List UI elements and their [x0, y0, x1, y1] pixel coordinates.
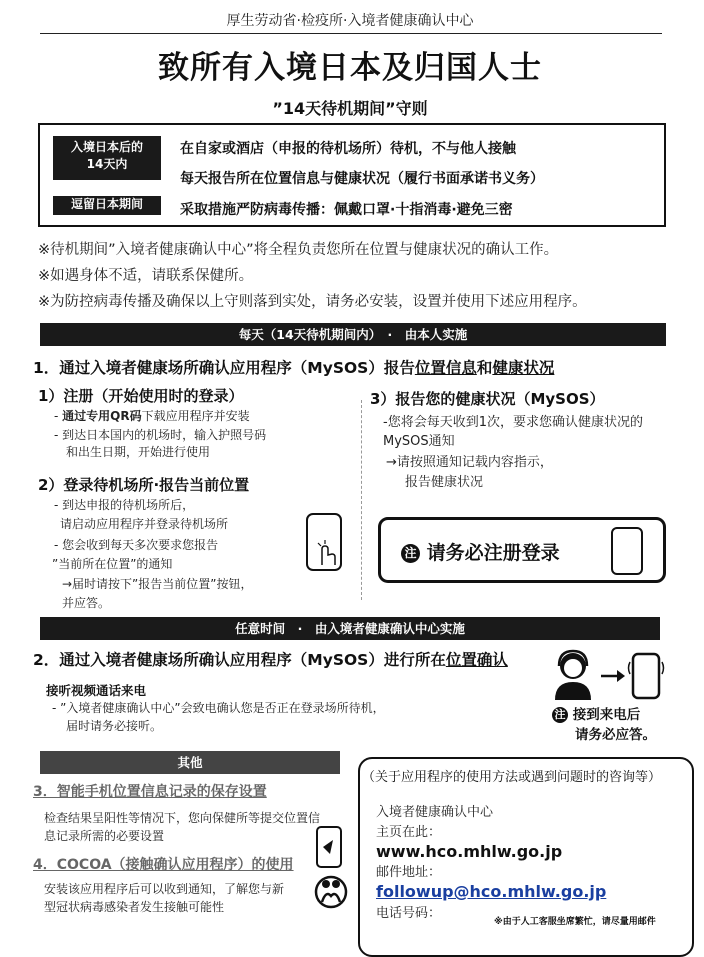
contact-footnote: ※由于人工客服坐席繁忙，请尽量用邮件 [494, 917, 656, 927]
agency-header: 厚生劳动省·检疫所·入境者健康确认中心 [226, 13, 474, 29]
note-1: ※待机期间”入境者健康确认中心”将全程负责您所在位置与健康状况的确认工作。 [38, 242, 559, 258]
step-1-line-2: - 到达日本国内的机场时，输入护照号码 [54, 428, 267, 442]
video-call-title: 接听视频通话来电 [46, 683, 147, 698]
ringing-phone-icon [629, 654, 664, 698]
rule-daily-report: 每天报告所在位置信息与健康状况（履行书面承诺书义务） [180, 171, 544, 187]
location-arrow-icon [318, 828, 339, 865]
anytime-bar: 任意时间 · 由入境者健康确认中心实施 [40, 617, 660, 640]
step-1-qr-rest: 下载应用程序并安装 [141, 409, 250, 423]
section-3-line-2: 息记录所需的必要设置 [44, 829, 165, 843]
answer-note-line-1 [552, 703, 640, 723]
section-4-title: 4．COCOA（接触确认应用程序）的使用 [33, 857, 294, 873]
rule-stay-home: 在自家或酒店（申报的待机场所）待机，不与他人接触 [180, 141, 516, 157]
step-3-line-3: →请按照通知记载内容指示， [386, 455, 553, 470]
rule-prevention: 采取措施严防病毒传播：佩戴口罩·十指消毒·避免三密 [180, 202, 513, 218]
column-divider [361, 400, 362, 600]
operator-icon [555, 651, 591, 700]
step-3-line-4: 报告健康状况 [405, 475, 484, 490]
page-title: 致所有入境日本及归国人士 [158, 50, 542, 86]
other-bar: 其他 [40, 751, 340, 774]
section-3-line-1: 检查结果呈阳性等情况下，您向保健所等提交位置信 [44, 811, 321, 825]
step-3-line-1: -您将会每天收到1次，要求您确认健康状况的 [383, 415, 643, 430]
step-2-line-4: ”当前所在位置”的通知 [52, 557, 173, 571]
section-2-title [33, 648, 508, 670]
contact-heading: （关于应用程序的使用方法或遇到问题时的咨询等） [362, 770, 662, 785]
answer-text-1: 接到来电后 [572, 707, 641, 723]
section-4-line-2: 型冠状病毒感染者发生接触可能性 [44, 900, 225, 914]
attention-mark-icon: 注 [401, 544, 420, 563]
hand-icon [308, 515, 342, 570]
section-2-location-confirm: 位置确认 [445, 651, 508, 669]
step-2-line-1: - 到达申报的待机场所后， [54, 498, 195, 512]
daily-bar: 每天（14天待机期间内） · 由本人实施 [40, 323, 666, 346]
note-2: ※如遇身体不适，请联系保健所。 [38, 268, 254, 284]
tag-line-1: 入境日本后的 [70, 140, 143, 154]
section-1-health: 健康状况 [492, 359, 555, 377]
step-1-line-1: - 通过专用QR码下载应用程序并安装 [54, 409, 250, 423]
step-1-qr-bold: 通过专用QR码 [62, 409, 142, 423]
step-2-line-5: →届时请按下”报告当前位置”按钮， [62, 577, 253, 591]
step-1-line-3: 和出生日期，开始进行使用 [66, 445, 211, 459]
section-1-location: 位置信息 [414, 359, 477, 377]
attention-mark-icon: 注 [552, 707, 568, 723]
video-call-line-2: 届时请务必接听。 [66, 719, 163, 733]
answer-note-line-2: 请务必应答。 [575, 727, 656, 743]
phone-tap-icon [306, 513, 342, 571]
contact-heading-text: 关于应用程序的使用方法或遇到问题时的咨询等 [375, 770, 649, 785]
section-4-line-1: 安装该应用程序后可以收到通知，了解您与新 [44, 882, 285, 896]
contact-home-label: 主页在此： [376, 825, 442, 840]
location-phone-icon [316, 826, 342, 868]
section-1-and: 和 [476, 359, 493, 377]
must-register-box [378, 517, 666, 583]
step-2-line-6: 并应答。 [62, 596, 111, 610]
step-2-line-2: 请启动应用程序并登录待机场所 [60, 517, 229, 531]
header-divider [40, 33, 662, 34]
contact-mail-label: 邮件地址： [376, 865, 442, 880]
page-subtitle: ”14天待机期间”守则 [272, 99, 428, 118]
contact-email[interactable]: followup@hco.mhlw.go.jp [376, 882, 607, 901]
must-register-text: 请务必注册登录 [426, 542, 560, 564]
step-2-line-3: - 您会收到每天多次要求您报告 [54, 538, 219, 552]
note-3: ※为防控病毒传播及确保以上守则落到实处，请务必安装，设置并使用下述应用程序。 [38, 294, 587, 310]
tag-line-2: 14天内 [86, 157, 128, 171]
contact-phone-label: 电话号码： [376, 906, 442, 921]
step-3-title: 3）报告您的健康状况（MySOS） [370, 390, 605, 408]
arrow-right-icon [601, 670, 625, 682]
must-register-text-row [401, 538, 560, 565]
step-2-title: 2）登录待机场所·报告当前位置 [38, 476, 250, 494]
section-2-prefix: 2．通过入境者健康场所确认应用程序（MySOS）进行所在 [33, 651, 446, 669]
section-3-title: 3．智能手机位置信息记录的保存设置 [33, 784, 267, 800]
phone-icon [611, 527, 643, 575]
contact-org: 入境者健康确认中心 [376, 805, 494, 820]
tag-stay-period: 逗留日本期间 [53, 196, 161, 215]
operator-call-illustration [551, 648, 671, 704]
step-1-title: 1）注册（开始使用时的登录） [38, 387, 244, 405]
video-call-line-1: - ”入境者健康确认中心”会致电确认您是否正在登录场所待机， [52, 701, 385, 715]
section-1-prefix: 1．通过入境者健康场所确认应用程序（MySOS）报告 [33, 359, 415, 377]
section-1-title [33, 356, 554, 378]
step-3-line-2: MySOS通知 [383, 434, 455, 449]
contact-url[interactable]: www.hco.mhlw.go.jp [376, 842, 563, 861]
cocoa-icon [314, 872, 348, 910]
tag-first-14-days [53, 136, 161, 180]
